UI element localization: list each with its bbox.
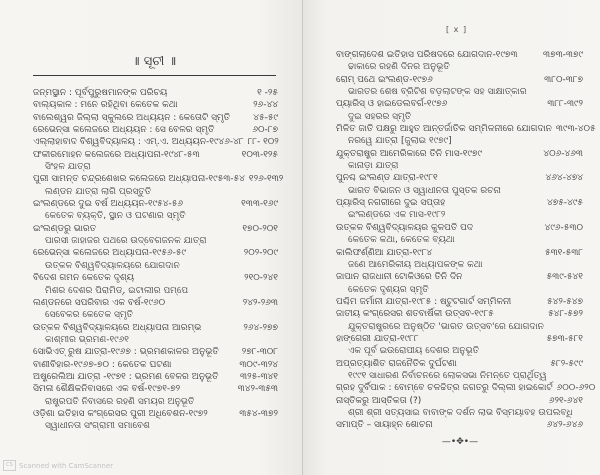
entry-pages: ୩୦୯-୩୨୪ — [239, 359, 278, 370]
entry-title: ଇଂଲଣ୍ଡରେ ଦୁଇ ବର୍ଷ ଅଧ୍ୟୟନ-୧୯୫୪-୫୬ — [33, 199, 184, 210]
entry-pages: ୪୫-୫୯ — [253, 112, 278, 123]
entry-title: ବାଲେଶ୍ୱର ଜିଲ୍ଲା ସ୍କୁଲରେ ଅଧ୍ୟୟନ : କେତୋଟି ସ୍ମୃତି — [33, 112, 231, 123]
toc-entry — [33, 371, 278, 383]
entry-pages: ୩୮୦-୩୮୭ — [544, 74, 583, 85]
entry-subtitle: କେତେକ ଦୃଶ୍ୟର ସ୍ମୃତି — [348, 284, 429, 295]
entry-pages: ୬୦୦-୬୨୦ — [556, 383, 596, 394]
entry-pages: ୧୦୩-୧୨୫ — [241, 149, 278, 160]
entry-subtitle: ସ୍ୱାଧୀନତା ସଂଗ୍ରାମୀ ସମାବେଶ — [45, 421, 150, 432]
entry-title: ମିଳିତ ଜାତି ପକ୍ଷରୁ ଆହୁତ ଆନ୍ତର୍ଜାତିକ ସମ୍ମିଳନୀରେ ଯୋଗଦାନ — [336, 124, 552, 135]
entry-subtitle: ମିଶର ଦେଶର ପିରାମିଡ୍, ଇଟାଲୀର ପମ୍ପେ — [45, 285, 189, 296]
entry-pages: ୧୨୬-୧୩୨ — [248, 174, 284, 185]
toc-entry — [33, 124, 278, 136]
entry-subtitle: ଜଣେ ଆମେରିକୀୟ ଅଧ୍ୟାପକଙ୍କ କଥା — [348, 259, 483, 270]
toc-list-right — [336, 49, 596, 432]
toc-entry — [33, 346, 278, 358]
entry-subtitle: ରାଷ୍ଟ୍ରପତି ନିବାସରେ ରହଣି ସମୟର ଅନୁଭୂତି — [45, 396, 195, 407]
toc-subtitle — [33, 334, 278, 346]
entry-title: ଜାପାନ ରାଜଧାନୀ ଟୋକିଓରେ ତିନି ଦିନ — [336, 272, 463, 283]
entry-title: ବିଦେଶ ଗମନ କେତେକ ଦୃଶ୍ୟ — [33, 273, 135, 284]
entry-pages: ୧ -୨୫ — [257, 88, 278, 98]
entry-title: ସିମଳା ଶୈକ୍ଷିକନିବାସରେ ଏକ ବର୍ଷ-୧୯୭୧-୭୨ — [33, 384, 181, 395]
entry-subtitle: ଉତ୍କଳ ବିଶ୍ୱବିଦ୍ୟାଳୟରେ ଯୋଗଦାନ — [45, 260, 180, 271]
entry-subtitle: ଭାରତର ଶେଷ ବ୍ରିଟିଶ ବଡ଼ଲାଟଙ୍କ ସହ ସାକ୍ଷାତ୍କାର — [348, 87, 527, 98]
entry-pages: ୪୬୪-୪୭୪ — [545, 173, 583, 184]
toc-entry — [33, 173, 284, 185]
toc-subtitle — [336, 160, 583, 172]
entry-pages: ୪୯୬-୫୩୦ — [544, 222, 583, 233]
entry-title: ବାଲ୍ୟକାଳ : ମନେ ରହିଥିବା କେତେକ କଥା — [33, 100, 178, 111]
toc-entry — [336, 74, 583, 86]
toc-subtitle — [336, 284, 583, 296]
entry-pages: ୩୫୪-୩୭୨ — [239, 408, 278, 419]
entry-title: ଲଣ୍ଡନରେ ସପରିବାର ଏକ ବର୍ଷ-୧୯୬୦ — [33, 297, 166, 308]
toc-entry — [336, 98, 583, 110]
entry-title: ବାଣୀବିହାର-୧୯୬୭-୭୦ : କେତେକ ଘଟଣା — [33, 359, 172, 370]
toc-subtitle — [33, 210, 278, 222]
toc-subtitle — [336, 234, 583, 246]
toc-subtitle — [33, 309, 278, 321]
page-number: [ x ] — [446, 25, 468, 34]
entry-subtitle: କେତେକ କଥା, କେତେକ ବ୍ୟଥା — [348, 235, 455, 246]
entry-subtitle: ଶ୍ରୀ ଶ୍ରୀ ସତ୍ୟସାଇ ବାବାଙ୍କ ଦର୍ଶନ ଲାଭ ବିସ୍ମୟାବହ ଉପଲବ୍ଧି — [348, 407, 573, 418]
entry-title: ଉତ୍କଳ ବିଶ୍ୱବିଦ୍ୟାଳୟରେ ଅଧ୍ୟାପନା ଆରମ୍ଭ — [33, 322, 202, 333]
toc-entry — [336, 333, 583, 345]
entry-title: ଉତ୍କଳ ବିଶ୍ୱବିଦ୍ୟାଳୟର କୁଳପତି ପଦ — [336, 222, 474, 233]
toc-subtitle — [336, 86, 583, 98]
entry-pages: ୨୦୨-୨୦୯ — [243, 248, 278, 259]
entry-pages: ୬୦-୮୭ — [252, 125, 278, 136]
entry-pages: ୫୩୧-୫୩୮ — [544, 247, 583, 258]
toc-subtitle — [33, 420, 278, 432]
toc-entry — [336, 395, 583, 407]
toc-entry — [336, 382, 596, 394]
toc-entry — [336, 296, 583, 308]
entry-pages: ୨୬୪-୨୭୭ — [243, 322, 278, 333]
toc-entry — [33, 408, 278, 420]
entry-title: ଜନ୍ମସ୍ଥାନ : ପୂର୍ବପୁରୁଷମାନଙ୍କ ପରିଚୟ — [33, 88, 168, 98]
toc-subtitle — [336, 209, 583, 221]
entry-subtitle: ଦୁଇ ସହରର ସ୍ମୃତି — [348, 111, 412, 122]
toc-subtitle — [336, 407, 583, 419]
entry-pages: ୪୦୬-୪୬୩ — [543, 148, 583, 159]
entry-title: ପ୍ୟାରିସ୍ ନଗରୀରେ ଦୁଇ ସପ୍ତାହ — [336, 198, 446, 209]
entry-pages: ୧୩୩-୧୬୯ — [241, 199, 278, 210]
entry-subtitle: ଇଂଲଣ୍ଡରେ ଏକ ମାସ-୧୯୮୨ — [348, 210, 446, 221]
entry-pages: ୬୪୨-୬୪୬ — [546, 420, 583, 431]
entry-title: ଓଡ଼ିଶା ଇତିହାସ କଂଗ୍ରେସର ପୁରୀ ଅଧିବେଶନ-୧୯୭୨ — [33, 408, 208, 419]
entry-title: ପଶ୍ଚିମ ଜର୍ମାନୀ ଯାତ୍ରା-୧୯୮୫ : ଷ୍ଟୁଟଗାର୍ଟ ସମ୍ମିଳନୀ — [336, 296, 512, 307]
entry-title: ଅଷ୍ଟ୍ରେଲିଆ ଯାତ୍ରା -୧୯୭୧ : ଭ୍ରମଣ ବେଳର ଅନୁଭୂତି — [33, 371, 219, 382]
toc-subtitle — [336, 135, 583, 147]
entry-subtitle: ସିଂହଳ ଯାତ୍ରା — [45, 162, 91, 173]
entry-title: ପୁରୀ ସାମନ୍ତ ଚନ୍ଦ୍ରଶେଖର କଲେଜରେ ଅଧ୍ୟାପନା-୧୯୫୩-୫୪ — [33, 174, 245, 185]
toc-entry — [33, 198, 278, 210]
toc-entry — [336, 308, 583, 320]
toc-entry — [336, 358, 583, 370]
entry-pages: ୫୭୩-୫୮୧ — [546, 333, 583, 344]
entry-pages: ୫୪୨-୫୪୭ — [546, 296, 583, 307]
toc-entry — [336, 271, 583, 283]
toc-entry — [33, 272, 278, 284]
toc-entry — [336, 49, 583, 61]
entry-title: କାଲିଫର୍ଣ୍ଣିଆ ଯାତ୍ରା-୧୯୮୪ — [336, 247, 433, 258]
toc-entry — [33, 223, 278, 235]
entry-pages: ୩୯୩-୪୦୫ — [555, 124, 596, 135]
toc-subtitle — [336, 345, 583, 357]
entry-title: ଇଂଲଣ୍ଡରୁ ଭାରତ — [33, 223, 97, 234]
entry-pages: ୫୪୮-୫୭୨ — [548, 309, 583, 320]
entry-title: ଅପ୍ରତ୍ୟାଶିତ ରାଜନୈତିକ ଦୁର୍ଘଟଣା — [336, 358, 457, 369]
entry-pages: ୫୩୯-୫୪୧ — [546, 272, 583, 283]
entry-pages: ୩୮୮-୩୯୨ — [547, 99, 583, 110]
entry-subtitle: ଭାରତ ବିଭାଜନ ଓ ସ୍ୱାଧୀନତା ପୁସ୍ତକ ରଚନା — [348, 185, 501, 196]
entry-pages: ୩୭୩-୩୭୯ — [543, 50, 583, 60]
toc-subtitle — [336, 370, 583, 382]
camscanner-watermark — [3, 460, 113, 471]
toc-entry — [33, 149, 278, 161]
entry-title: ଫକୀରମୋହନ କଲେଜରେ ଅଧ୍ୟାପନା-୧୯୪୮-୫୩ — [33, 149, 200, 160]
toc-subtitle — [336, 111, 583, 123]
toc-subtitle — [33, 161, 278, 173]
entry-pages: ୬୨୧-୬୪୧ — [548, 395, 583, 406]
entry-title: ପୁନଶ୍ଚ ଇଂଲଣ୍ଡ ଯାତ୍ରା-୧୯୮୧ — [336, 173, 438, 184]
entry-title: ରୋମ୍ ପଥେ ଇଂଲଣ୍ଡ-୧୯୭୬ — [336, 74, 433, 85]
entry-pages: ୮୮- ୧୦୨ — [247, 137, 279, 148]
toc-entry — [336, 148, 583, 160]
entry-pages: ୨୭୮-୩୦୮ — [241, 347, 278, 358]
entry-subtitle: ଢାକାରେ ରହଣି ଦିନର ଅନୁଭୂତି — [348, 62, 450, 73]
toc-entry — [336, 419, 583, 431]
entry-title: ନାସ୍ତିକରୁ ଆସ୍ତିକତା (?) — [336, 395, 422, 406]
toc-entry — [33, 112, 278, 124]
toc-entry — [33, 99, 278, 111]
toc-entry — [33, 359, 278, 371]
entry-subtitle: ନରୱେ ଯାତ୍ରା [ଜୁଲାଇ ୧୯୭୯] — [348, 136, 452, 147]
toc-subtitle — [336, 185, 583, 197]
toc-subtitle — [33, 396, 278, 408]
entry-subtitle: ଲଣ୍ଡନ ଯାତ୍ରା ଲାଗି ପ୍ରସ୍ତୁତି — [45, 186, 152, 197]
entry-title: ଜାତୀୟ କଂଗ୍ରେସର ଶତବାର୍ଷିକୀ ଉତ୍ସବ-୧୯୮୫ — [336, 309, 494, 320]
toc-entry — [336, 222, 583, 234]
end-ornament-icon: —•✥•— — [441, 437, 479, 447]
watermark-text: Scanned with CamScanner — [19, 461, 114, 470]
toc-entry — [336, 172, 583, 184]
entry-subtitle: ୧୯୯୧ ସାଧାରଣ ନିର୍ବାଚନରେ ଲୋକସଭା ନିମନ୍ତେ ପ୍ରାର୍ଥିତ୍ୱ — [348, 370, 547, 381]
entry-pages: ୨୬-୪୪ — [253, 100, 278, 111]
entry-title: ଏଲ୍ଲାହାବାଦ ବିଶ୍ୱବିଦ୍ୟାଳୟ : ଏମ୍.ଏ. ଅଧ୍ୟୟନ-୧୯୪୬-୪୮ — [33, 137, 244, 148]
toc-entry — [336, 247, 583, 259]
entry-title: ସୋଭିଏତ୍ ରୁଷ ଯାତ୍ରା-୧୯୬୭ : ଭ୍ରମଣକାଳର ଅନୁଭୂତି — [33, 347, 219, 358]
toc-entry — [33, 136, 278, 148]
toc-subtitle — [336, 321, 583, 333]
entry-title: ବାଙ୍ଗଲାଦେଶ ଇତିହାସ ପରିଷଦରେ ଯୋଗଦାନ-୧୯୭୩ — [336, 50, 518, 60]
toc-subtitle — [33, 260, 278, 272]
entry-title: ଗ୍ରହ ଦୁର୍ବିପାକ : ବୋମ୍ବେ ଚଳଚ୍ଚିତ୍ର ଜଗତରୁ ଦିଲ୍ଲୀ ହାଇକୋର୍ଟ — [336, 383, 553, 394]
entry-subtitle: ପାରସୀ ଜାହାଜର ପଥରେ ଉଦ୍‌ବେଗଜନକ ଯାତ୍ରା — [45, 236, 207, 247]
toc-entry — [33, 383, 278, 395]
entry-subtitle: କାନାଡ଼ା ଯାତ୍ରା — [348, 161, 399, 172]
entry-title: ଯୁକ୍ତରାଷ୍ଟ୍ର ଆମେରିକାରେ ତିନି ମାସ-୧୯୭୯ — [336, 148, 483, 159]
toc-entry — [336, 123, 596, 135]
entry-title: ରେଭେନ୍ସା କଲେଜରେ ଅଧ୍ୟାପନା-୧୯୫୬-୫୯ — [33, 248, 186, 259]
entry-subtitle: ସେବେକର କେତେକ ସ୍ମୃତି — [45, 310, 133, 321]
toc-subtitle — [33, 235, 278, 247]
entry-subtitle: ଯୁକ୍ତରାଷ୍ଟ୍ରରେ ଅନୁଷ୍ଠିତ 'ଭାରତ ଉତ୍ସବ'ରେ ଯୋଗଦାନ — [348, 321, 544, 332]
toc-subtitle — [33, 186, 278, 198]
toc-subtitle — [33, 285, 278, 297]
entry-title: ପ୍ୟାରିସ୍ ଓ ହାଇଡେଲବର୍ଗ-୧୯୭୬ — [336, 99, 448, 110]
toc-entry — [336, 197, 583, 209]
toc-entry — [33, 247, 278, 259]
title-rule — [33, 75, 276, 76]
toc-entry — [33, 87, 278, 99]
entry-subtitle: କେତେକ ବ୍ୟକ୍ତି, ସ୍ଥାନ ଓ ଘଟଣାର ସ୍ମୃତି — [45, 211, 186, 222]
entry-title: ସମାପ୍ତି – ସାୟାହ୍ନ ଶୋଚନା — [336, 420, 433, 431]
toc-subtitle — [336, 61, 583, 73]
toc-entry — [33, 322, 278, 334]
entry-pages: ୨୧୦-୨୪୧ — [244, 273, 278, 284]
entry-subtitle: କାଶ୍ମୀର ଭ୍ରମଣ-୧୯୬୧ — [45, 334, 129, 345]
toc-subtitle — [336, 259, 583, 271]
toc-entry — [33, 297, 278, 309]
contents-title: ॥ ସୂଚୀ ॥ — [131, 54, 177, 69]
entry-pages: ୧୭୦-୨୦୧ — [242, 223, 278, 234]
entry-subtitle: ଏକ ପୂର୍ବ ଇଉରୋପୀୟ ଦେଶର ଅନୁଭୂତି — [348, 346, 480, 357]
entry-pages: ୩୪୨-୩୫୩ — [237, 384, 278, 395]
entry-pages: ୩୨୫-୩୪୧ — [240, 371, 278, 382]
entry-pages: ୨୪୨-୨୬୩ — [242, 297, 278, 308]
entry-pages: ୫୮୨-୫୯୯ — [550, 358, 583, 369]
toc-list-left — [33, 87, 284, 433]
camscanner-logo-icon: CS — [3, 460, 16, 471]
entry-title: ରେଭେନ୍ସା କଲେଜରେ ଅଧ୍ୟୟନ : ସେ ବେଳର ସ୍ମୃତି — [33, 125, 215, 136]
entry-title: ହାଙ୍ଗେରୀ ଯାତ୍ରା-୧୯୮୮ — [336, 333, 419, 344]
entry-pages: ୪୭୫-୪୯୫ — [547, 198, 583, 209]
